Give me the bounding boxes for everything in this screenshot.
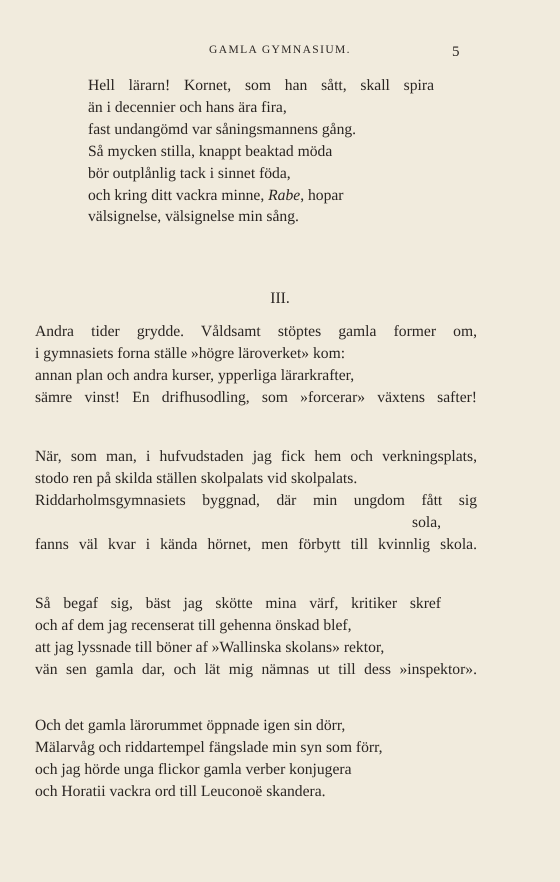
stanza1-line6-start: och kring ditt vackra minne,	[88, 187, 269, 204]
stanza2-line4: sämre vinst! En drifhusodling, som »forcerar» växtens safter!	[35, 389, 477, 406]
stanza3-line4: fanns väl kvar i kända hörnet, men förbytt till kvinnlig skola.	[35, 536, 477, 553]
stanza1-line1: Hell lärarn! Kornet, som han sått, skall spira	[88, 77, 434, 94]
stanza5-line3: och jag hörde unga flickor gamla verber konjugera	[35, 761, 352, 778]
stanza5-line4: och Horatii vackra ord till Leuconoë skandera.	[35, 783, 326, 800]
stanza3-turnover: sola,	[412, 514, 442, 531]
stanza1-line2: än i decennier och hans ära fira,	[88, 99, 287, 116]
rabe-name: Rabe	[268, 187, 301, 204]
stanza3-line1: När, som man, i hufvudstaden jag fick hem och verkningsplats,	[35, 448, 477, 465]
section-heading: III.	[270, 290, 290, 307]
stanza4-line2: och af dem jag recenserat till gehenna önskad blef,	[35, 617, 352, 634]
stanza1-line6	[88, 188, 344, 204]
stanza2-line3: annan plan och andra kurser, ypperliga lärarkrafter,	[35, 367, 355, 384]
stanza1-line5: bör outplånlig tack i sinnet föda,	[88, 165, 291, 182]
stanza2-line1: Andra tider grydde. Våldsamt stöptes gamla former om,	[35, 323, 477, 340]
stanza2-line2: i gymnasiets forna ställe »högre läroverket» kom:	[35, 345, 346, 362]
stanza5-line1: Och det gamla lärorummet öppnade igen sin dörr,	[35, 717, 346, 734]
stanza4-line3: att jag lyssnade till böner af »Wallinska skolans» rektor,	[35, 639, 385, 656]
stanza4-line4: vän sen gamla dar, och lät mig nämnas ut till dess »inspektor».	[35, 661, 477, 678]
page-number: 5	[452, 44, 460, 60]
stanza5-line2: Mälarvåg och riddartempel fängslade min syn som förr,	[35, 739, 383, 756]
stanza4-line1: Så begaf sig, bäst jag skötte mina värf, kritiker skref	[35, 595, 441, 612]
stanza3-line3: Riddarholmsgymnasiets byggnad, där min ungdom fått sig	[35, 492, 477, 509]
stanza1-line4: Så mycken stilla, knappt beaktad möda	[88, 143, 333, 160]
stanza1-line7: välsignelse, välsignelse min sång.	[88, 208, 299, 225]
running-title: GAMLA GYMNASIUM.	[209, 44, 351, 56]
stanza3-line2: stodo ren på skilda ställen skolpalats vid skolpalats.	[35, 470, 358, 487]
stanza1-line3: fast undangömd var såningsmannens gång.	[88, 121, 357, 138]
stanza1-line6-end: , hopar	[300, 187, 344, 204]
